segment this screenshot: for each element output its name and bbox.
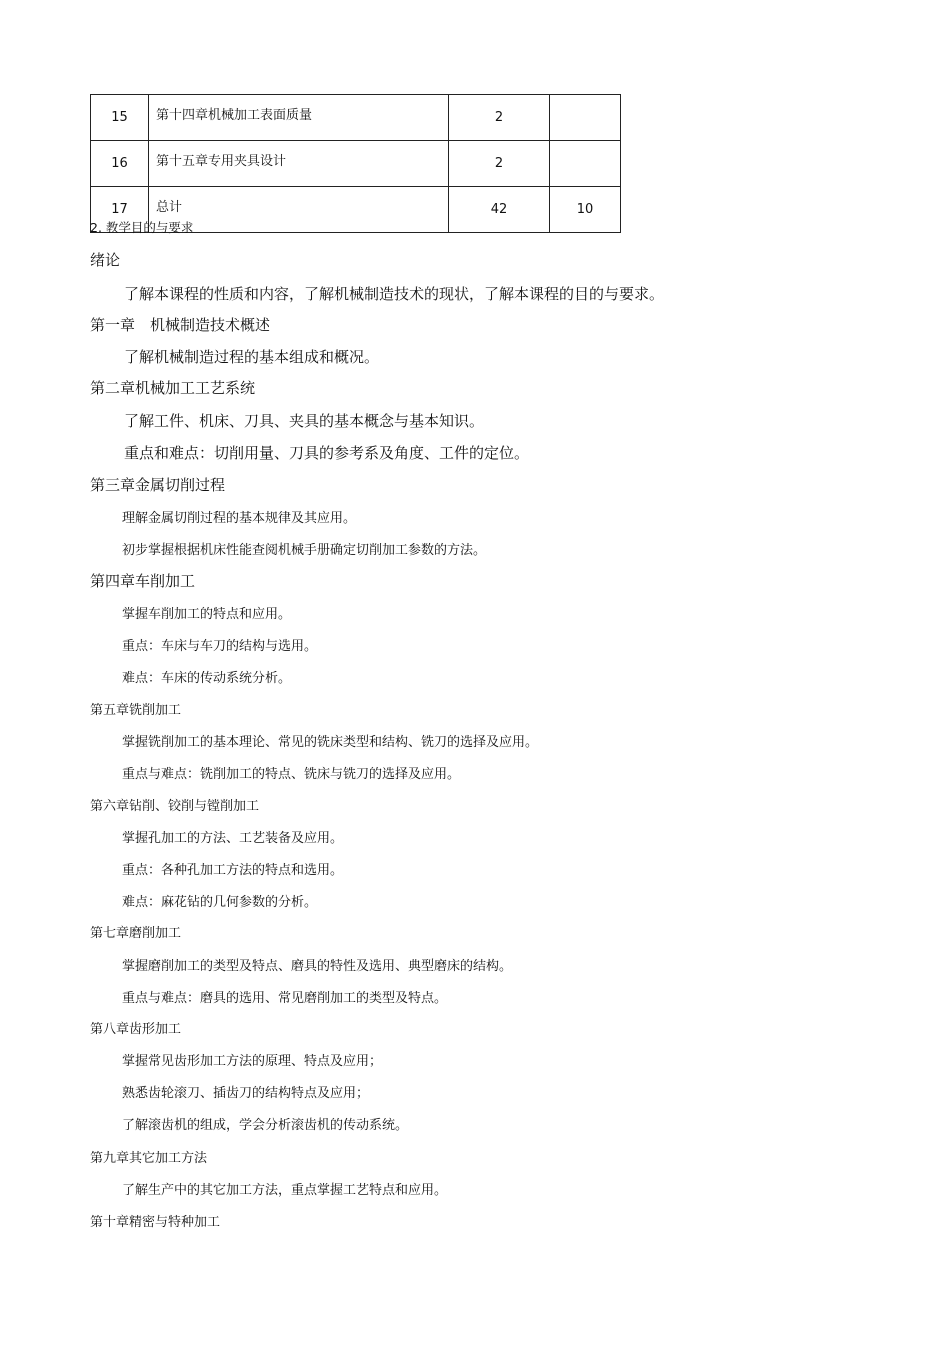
intro-text: 了解本课程的性质和内容，了解机械制造技术的现状，了解本课程的目的与要求。 xyxy=(124,285,665,303)
chapter-6-focus: 重点：各种孔加工方法的特点和选用。 xyxy=(122,863,344,878)
chapter-3-text-2: 初步掌握根据机床性能查阅机械手册确定切削加工参数的方法。 xyxy=(122,543,487,558)
chapter-5-focus: 重点与难点：铣削加工的特点、铣床与铣刀的选择及应用。 xyxy=(122,767,461,782)
chapter-5-text: 掌握铣削加工的基本理论、常见的铣床类型和结构、铣刀的选择及应用。 xyxy=(122,735,539,750)
row-hours-extra xyxy=(550,141,621,187)
chapter-2-focus: 重点和难点：切削用量、刀具的参考系及角度、工件的定位。 xyxy=(124,444,530,462)
chapter-1-text: 了解机械制造过程的基本组成和概况。 xyxy=(124,348,380,366)
row-hours: 42 xyxy=(449,187,550,233)
row-hours-extra: 10 xyxy=(550,187,621,233)
row-number: 16 xyxy=(91,141,149,187)
table-row xyxy=(91,95,621,141)
chapter-2-heading: 第二章机械加工工艺系统 xyxy=(90,379,256,397)
hours-table xyxy=(90,94,621,233)
chapter-4-difficulty: 难点：车床的传动系统分析。 xyxy=(122,671,292,686)
chapter-3-heading: 第三章金属切削过程 xyxy=(90,476,226,494)
chapter-8-text-2: 熟悉齿轮滚刀、插齿刀的结构特点及应用； xyxy=(122,1086,370,1101)
chapter-1-heading: 第一章 机械制造技术概述 xyxy=(90,316,271,334)
row-number: 15 xyxy=(91,95,149,141)
row-hours: 2 xyxy=(449,141,550,187)
row-title: 第十四章机械加工表面质量 xyxy=(149,95,449,141)
row-title: 第十五章专用夹具设计 xyxy=(149,141,449,187)
table-row xyxy=(91,141,621,187)
chapter-9-text: 了解生产中的其它加工方法，重点掌握工艺特点和应用。 xyxy=(122,1183,448,1198)
row-number: 17 xyxy=(91,187,149,233)
chapter-6-text: 掌握孔加工的方法、工艺装备及应用。 xyxy=(122,831,344,846)
row-title: 总计 xyxy=(149,187,449,233)
chapter-4-focus: 重点：车床与车刀的结构与选用。 xyxy=(122,639,318,654)
chapter-8-text-3: 了解滚齿机的组成，学会分析滚齿机的传动系统。 xyxy=(122,1118,409,1133)
chapter-7-focus: 重点与难点：磨具的选用、常见磨削加工的类型及特点。 xyxy=(122,991,448,1006)
chapter-5-heading: 第五章铣削加工 xyxy=(90,703,182,718)
chapter-7-text: 掌握磨削加工的类型及特点、磨具的特性及选用、典型磨床的结构。 xyxy=(122,959,513,974)
row-hours-extra xyxy=(550,95,621,141)
chapter-9-heading: 第九章其它加工方法 xyxy=(90,1151,208,1166)
chapter-3-text: 理解金属切削过程的基本规律及其应用。 xyxy=(122,511,357,526)
intro-heading: 绪论 xyxy=(90,251,121,269)
chapter-7-heading: 第七章磨削加工 xyxy=(90,926,182,941)
row-hours: 2 xyxy=(449,95,550,141)
chapter-8-heading: 第八章齿形加工 xyxy=(90,1022,182,1037)
chapter-4-heading: 第四章车削加工 xyxy=(90,572,196,590)
chapter-2-text: 了解工件、机床、刀具、夹具的基本概念与基本知识。 xyxy=(124,412,485,430)
chapter-4-text: 掌握车削加工的特点和应用。 xyxy=(122,607,292,622)
section-heading: 2. 教学目的与要求 xyxy=(90,220,194,235)
chapter-8-text: 掌握常见齿形加工方法的原理、特点及应用； xyxy=(122,1054,383,1069)
chapter-6-heading: 第六章钻削、铰削与镗削加工 xyxy=(90,799,260,814)
chapter-10-heading: 第十章精密与特种加工 xyxy=(90,1215,221,1230)
chapter-6-difficulty: 难点：麻花钻的几何参数的分析。 xyxy=(122,895,318,910)
